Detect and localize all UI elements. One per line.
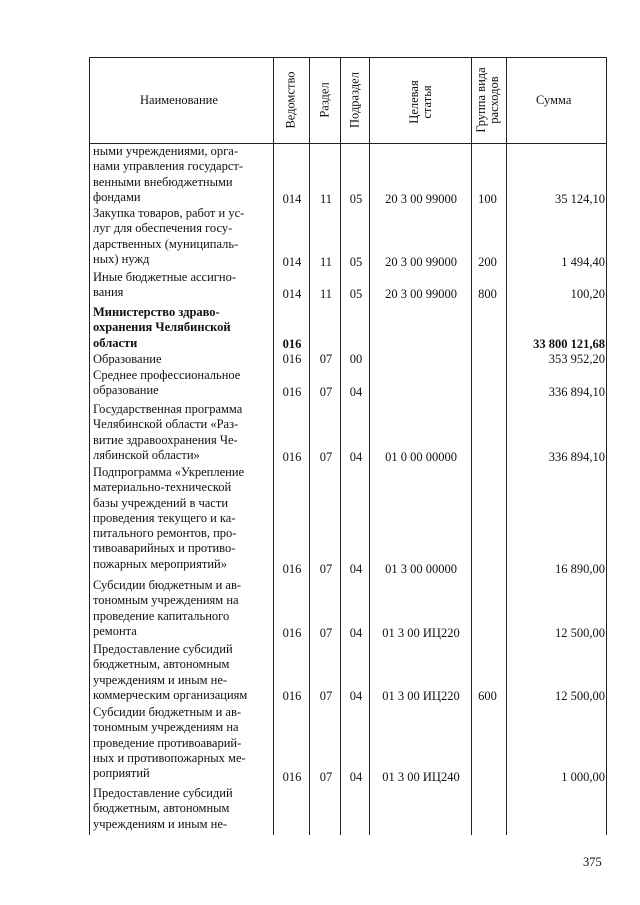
row-name: Субсидии бюджетным и ав- тономным учреждениям на проведение капитального ремонта — [93, 578, 242, 638]
row-razdel: 07 — [319, 689, 333, 703]
row-summa: 16 890,00 — [555, 562, 605, 576]
row-razdel: 07 — [319, 562, 333, 576]
row-celevaya: 01 3 00 ИЦ220 — [382, 626, 460, 640]
row-name: Закупка товаров, работ и ус- луг для обеспечения госу- дарственных (муниципаль- ных) нужд — [93, 206, 245, 266]
header-name: Наименование — [140, 93, 218, 107]
row-podrazdel: 04 — [349, 770, 363, 784]
col-border-ved — [309, 57, 310, 835]
row-celevaya: 01 3 00 00000 — [385, 562, 457, 576]
row-podrazdel: 04 — [349, 450, 363, 464]
row-vedomstvo: 016 — [282, 770, 302, 784]
row-podrazdel: 04 — [349, 385, 363, 399]
row-summa: 336 894,10 — [548, 385, 605, 399]
row-razdel: 07 — [319, 450, 333, 464]
row-vedomstvo: 016 — [282, 385, 302, 399]
row-summa: 353 952,20 — [548, 352, 605, 366]
row-name: ными учреждениями, орга- нами управления государст- венными внебюджетными фондами — [93, 144, 244, 204]
row-vedomstvo: 016 — [282, 626, 302, 640]
row-vedomstvo: 014 — [282, 192, 302, 206]
col-border-right — [606, 57, 607, 835]
row-celevaya: 01 0 00 00000 — [385, 450, 457, 464]
row-summa: 33 800 121,68 — [533, 337, 605, 351]
row-name: Среднее профессиональное образование — [93, 368, 241, 398]
row-gruppa: 600 — [478, 689, 497, 703]
header-summa: Сумма — [536, 93, 572, 107]
col-border-left — [89, 57, 90, 835]
row-celevaya: 20 3 00 99000 — [385, 255, 457, 269]
header-vedomstvo: Ведомство — [283, 71, 298, 129]
row-name: Государственная программа Челябинской области «Раз- витие здравоохранения Че- лябинской области» — [93, 402, 243, 462]
row-vedomstvo: 016 — [282, 689, 302, 703]
row-vedomstvo: 014 — [282, 255, 302, 269]
row-name: Образование — [93, 352, 162, 366]
col-border-raz — [340, 57, 341, 835]
row-podrazdel: 04 — [349, 562, 363, 576]
row-vedomstvo: 016 — [282, 352, 302, 366]
row-vedomstvo: 016 — [282, 450, 302, 464]
row-vedomstvo: 016 — [282, 337, 302, 351]
page-number: 375 — [583, 855, 602, 869]
row-name: Субсидии бюджетным и ав- тономным учреждениям на проведение противоаварий- ных и противопожарных ме- роприятий — [93, 705, 246, 781]
row-podrazdel: 04 — [349, 689, 363, 703]
row-celevaya: 01 3 00 ИЦ220 — [382, 689, 460, 703]
row-name: Министерство здраво- охранения Челябинской области — [93, 305, 231, 350]
row-razdel: 07 — [319, 352, 333, 366]
table-top-border — [89, 57, 607, 58]
row-vedomstvo: 016 — [282, 562, 302, 576]
row-podrazdel: 05 — [349, 287, 363, 301]
row-name: Иные бюджетные ассигно- вания — [93, 270, 237, 300]
row-name: Подпрограмма «Укрепление материально-технической базы учреждений в части проведения текущего и ка- питального ремонтов, про- тивоаварийных и противо- пожарных мероприятий» — [93, 465, 245, 571]
row-podrazdel: 05 — [349, 192, 363, 206]
row-razdel: 11 — [319, 192, 333, 206]
header-podrazdel: Подраздел — [347, 72, 362, 128]
header-gruppa: Группа вида расходов — [474, 67, 501, 133]
header-celevaya: Целевая статья — [407, 80, 434, 124]
row-vedomstvo: 014 — [282, 287, 302, 301]
col-border-grp — [506, 57, 507, 835]
row-summa: 35 124,10 — [555, 192, 605, 206]
row-podrazdel: 04 — [349, 626, 363, 640]
row-summa: 12 500,00 — [555, 626, 605, 640]
row-razdel: 11 — [319, 287, 333, 301]
row-podrazdel: 05 — [349, 255, 363, 269]
row-celevaya: 01 3 00 ИЦ240 — [382, 770, 460, 784]
col-border-pod — [369, 57, 370, 835]
row-celevaya: 20 3 00 99000 — [385, 192, 457, 206]
row-summa: 1 000,00 — [561, 770, 605, 784]
row-razdel: 07 — [319, 770, 333, 784]
row-summa: 336 894,10 — [548, 450, 605, 464]
row-name: Предоставление субсидий бюджетным, автономным учреждениям и иным не- коммерческим организациям — [93, 642, 248, 702]
row-razdel: 07 — [319, 385, 333, 399]
row-razdel: 11 — [319, 255, 333, 269]
row-name: Предоставление субсидий бюджетным, автономным учреждениям и иным не- — [93, 786, 233, 831]
row-gruppa: 200 — [478, 255, 497, 269]
row-summa: 1 494,40 — [561, 255, 605, 269]
header-razdel: Раздел — [317, 82, 332, 118]
col-border-name — [273, 57, 274, 835]
row-podrazdel: 00 — [349, 352, 363, 366]
col-border-cel — [471, 57, 472, 835]
row-gruppa: 100 — [478, 192, 497, 206]
row-celevaya: 20 3 00 99000 — [385, 287, 457, 301]
row-gruppa: 800 — [478, 287, 497, 301]
row-razdel: 07 — [319, 626, 333, 640]
row-summa: 100,20 — [570, 287, 605, 301]
row-summa: 12 500,00 — [555, 689, 605, 703]
